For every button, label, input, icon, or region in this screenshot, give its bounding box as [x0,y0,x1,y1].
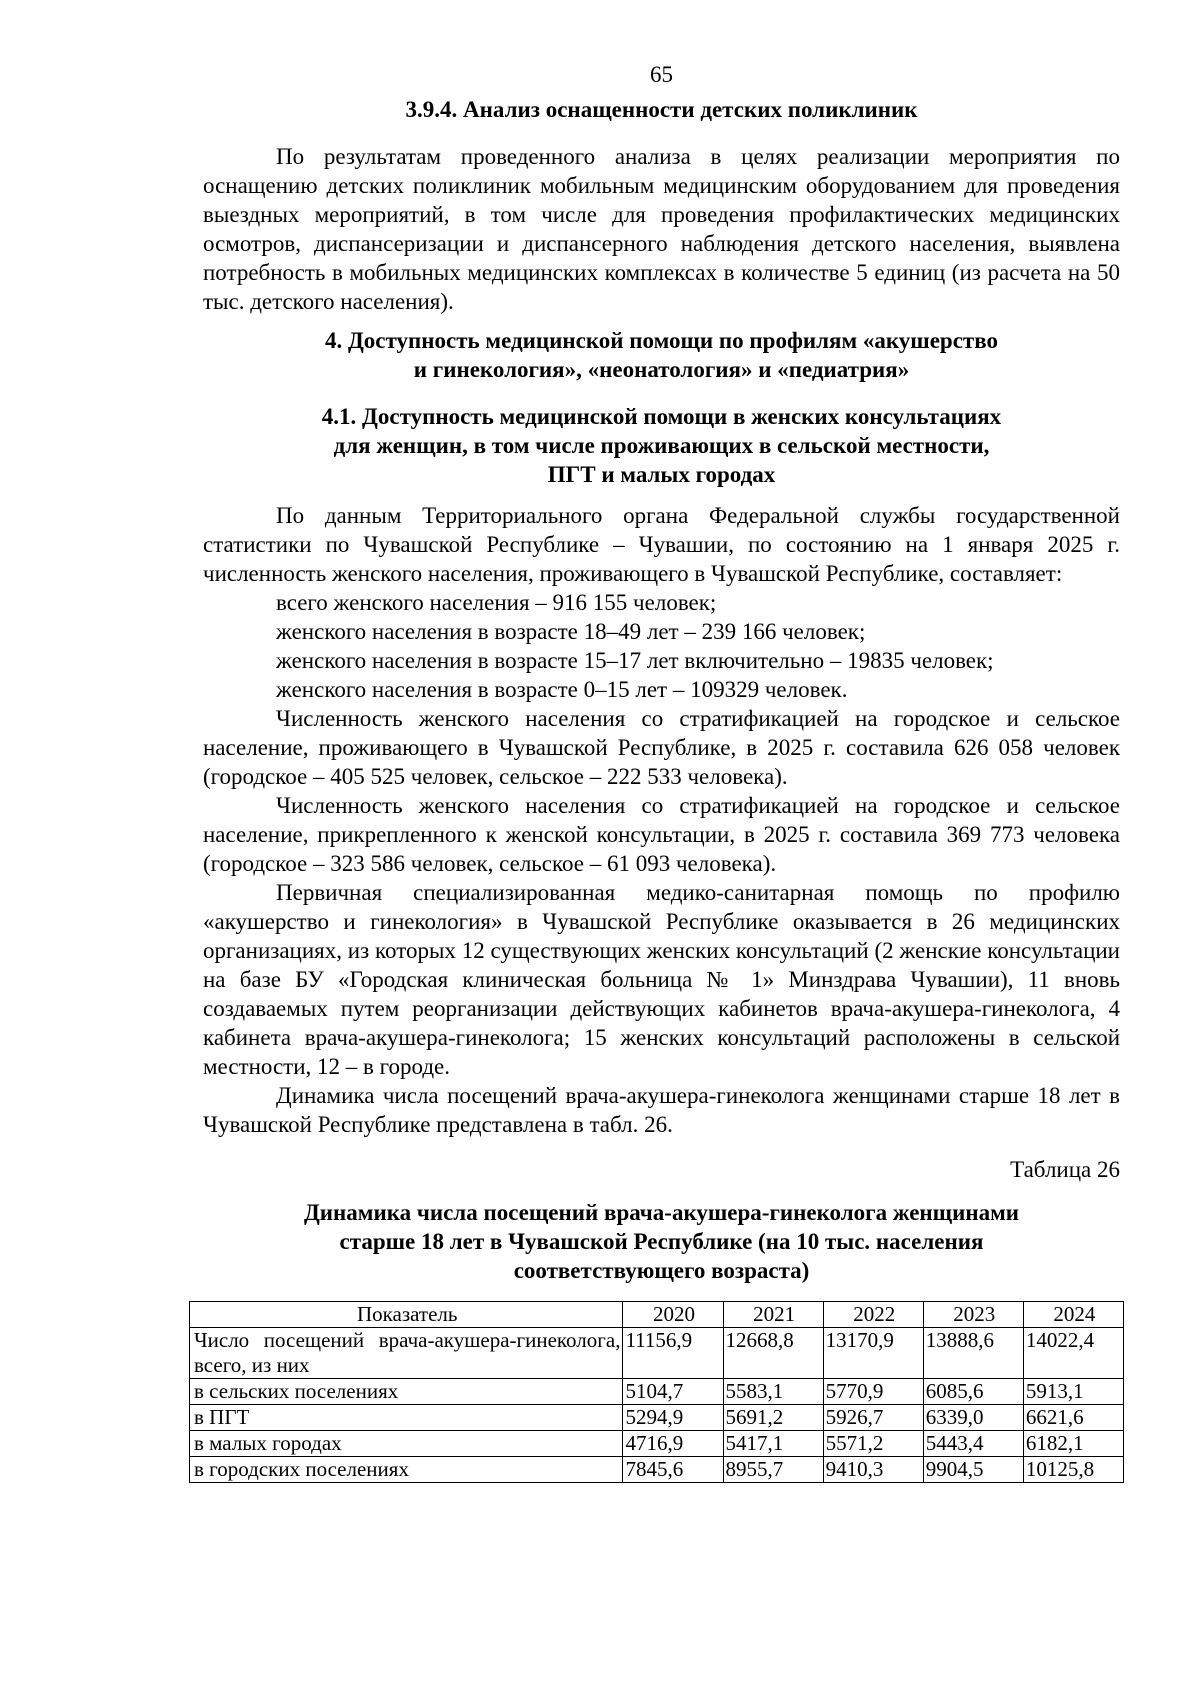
table-cell: 5443,4 [923,1431,1023,1457]
table-cell: 5104,7 [623,1379,723,1405]
table-cell: 5926,7 [823,1405,923,1431]
table-cell: 12668,8 [723,1328,823,1379]
document-page [194,60,1120,1483]
table-cell: 4716,9 [623,1431,723,1457]
section-4-title [203,326,1120,384]
table-cell: 5691,2 [723,1405,823,1431]
table-cell: 6621,6 [1023,1405,1123,1431]
row-label: в сельских поселениях [190,1379,623,1405]
section-4-1-title [203,402,1120,489]
header-cell: 2022 [823,1302,923,1328]
paragraph-organizations: Первичная специализированная медико-санитарная помощь по профилю «акушерство и гинекология» в Чувашской Республике оказывается в 26 медицинских организациях, из которых 12 существующих женских консультаций (2 женские консультации на базе БУ «Городская клиническая больница № 1» Минздрава Чувашии), 11 вновь создаваемых путем реорганизации действующих кабинетов врача-акушера-гинеколога, 4 кабинета врача-акушера-гинеколога; 15 женских консультаций расположены в сельской местности, 12 – в городе. [203,880,1120,1079]
table-cell: 6085,6 [923,1379,1023,1405]
table-cell: 5417,1 [723,1431,823,1457]
table-title-line2: старше 18 лет в Чувашской Республике (на 10 тыс. населения [339,1229,984,1254]
paragraph-dynamics: Динамика числа посещений врача-акушера-гинеколога женщинами старше 18 лет в Чувашской Республике представлена в табл. 26. [203,1083,1120,1137]
row-label: в городских поселениях [190,1457,623,1483]
section-3-9-4-text: По результатам проведенного анализа в целях реализации мероприятия по оснащению детских поликлиник мобильным медицинским оборудованием для проведения выездных мероприятий, в том числе для проведения профилактических медицинских осмотров, диспансеризации и диспансерного наблюдения детского населения, выявлена потребность в мобильных медицинских комплексах в количестве 5 единиц (из расчета на 50 тыс. детского населения). [203,144,1120,314]
header-cell: 2021 [723,1302,823,1328]
header-cell: 2024 [1023,1302,1123,1328]
table-cell: 7845,6 [623,1457,723,1483]
table-row [190,1431,1124,1457]
visits-table [189,1301,1124,1483]
section-4-1-title-line3: ПГТ и малых городах [547,462,776,487]
table-cell: 9410,3 [823,1457,923,1483]
table-title-line1: Динамика числа посещений врача-акушера-гинеколога женщинами [303,1200,1020,1225]
table-row [190,1405,1124,1431]
table-cell: 6339,0 [923,1405,1023,1431]
header-cell: 2020 [623,1302,723,1328]
table-cell: 5583,1 [723,1379,823,1405]
table-row [190,1457,1124,1483]
section-4-1-title-line1: 4.1. Доступность медицинской помощи в женских консультациях [321,404,1002,429]
table-cell: 5770,9 [823,1379,923,1405]
table-cell: 6182,1 [1023,1431,1123,1457]
header-cell: 2023 [923,1302,1023,1328]
table-title-line3: соответствующего возраста) [513,1258,810,1283]
population-list-item: женского населения в возрасте 18–49 лет – 239 166 человек; [276,619,866,644]
table-cell: 5913,1 [1023,1379,1123,1405]
table-cell: 5294,9 [623,1405,723,1431]
table-cell: 11156,9 [623,1328,723,1379]
table-cell: 5571,2 [823,1431,923,1457]
table-title [203,1198,1120,1285]
population-list-item: женского населения в возрасте 0–15 лет – 109329 человек. [276,677,848,702]
population-list-item: женского населения в возрасте 15–17 лет включительно – 19835 человек; [276,648,994,673]
table-cell: 13888,6 [923,1328,1023,1379]
table-row [190,1379,1124,1405]
section-4-title-line2: и гинекология», «неонатология» и «педиатрия» [413,357,910,382]
table-cell: 10125,8 [1023,1457,1123,1483]
header-cell: Показатель [190,1302,623,1328]
section-3-9-4-title: 3.9.4. Анализ оснащенности детских поликлиник [405,97,918,122]
table-cell: 9904,5 [923,1457,1023,1483]
population-list-item: всего женского населения – 916 155 человек; [276,590,717,615]
page-number: 65 [650,62,673,87]
table-cell: 8955,7 [723,1457,823,1483]
table-label: Таблица 26 [1010,1157,1120,1182]
table-cell: 13170,9 [823,1328,923,1379]
table-header-row [190,1302,1124,1328]
paragraph-attached-population: Численность женского населения со стратификацией на городское и сельское население, прикрепленного к женской консультации, в 2025 г. составила 369 773 человека (городское – 323 586 человек, сельское – 61 093 человека). [203,793,1120,876]
table-cell: 14022,4 [1023,1328,1123,1379]
section-4-1-intro: По данным Территориального органа Федеральной службы государственной статистики по Чувашской Республике – Чувашии, по состоянию на 1 января 2025 г. численность женского населения, проживающего в Чувашской Республике, составляет: [203,503,1120,586]
row-label: в малых городах [190,1431,623,1457]
row-label: Число посещений врача-акушера-гинеколога, всего, из них [190,1328,623,1379]
section-4-1-title-line2: для женщин, в том числе проживающих в сельской местности, [333,433,990,458]
table-row [190,1328,1124,1379]
row-label: в ПГТ [190,1405,623,1431]
section-4-title-line1: 4. Доступность медицинской помощи по профилям «акушерство [324,328,998,353]
paragraph-urban-rural-population: Численность женского населения со стратификацией на городское и сельское население, проживающего в Чувашской Республике, в 2025 г. составила 626 058 человек (городское – 405 525 человек, сельское – 222 533 человека). [203,706,1120,789]
